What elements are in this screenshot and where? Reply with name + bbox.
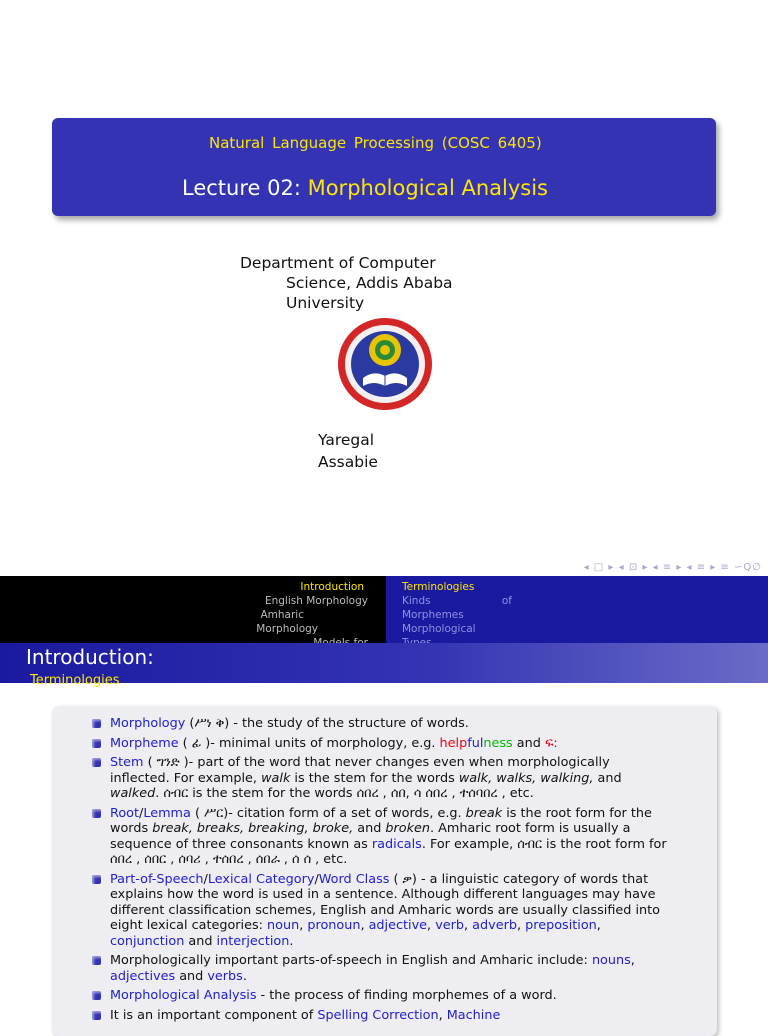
item-text: and xyxy=(593,770,622,786)
morpheme-ness: ness xyxy=(483,735,513,751)
item-text: and xyxy=(353,821,386,836)
morpheme-help: help xyxy=(439,735,468,751)
lecture-title xyxy=(182,173,582,203)
item-text: . ሰብር is the stem for the words ሰበረ , ሰበ, ሳ ሰበረ , ተሰባበረ , etc. xyxy=(155,786,534,801)
item-text: . Amharic root form is usually a sequence of three consonants known as xyxy=(110,821,631,852)
amharic-term: (ሥነ ቅ) xyxy=(189,716,230,731)
subsection-kinds-label: Kinds xyxy=(402,595,431,607)
university-seal-logo xyxy=(336,316,434,412)
example-words: walk, walks, walking, xyxy=(458,770,594,786)
category-verb[interactable]: verb xyxy=(435,918,465,933)
list-item: Part-of-Speech/Lexical Category/Word Class ( ቃ) - a linguistic category of words that explains how the word is used in a sentence. Although different languages may have different classification schemes, English and Amharic words are usually classified into eight lexical categories: noun, pronoun, adjective, verb, adverb, preposition, conjunction and interjection. xyxy=(92,872,672,950)
section-nav xyxy=(0,576,384,643)
list-item xyxy=(92,988,672,1004)
term-lemma[interactable]: Lemma xyxy=(143,805,191,821)
section-english-morphology[interactable]: English Morphology xyxy=(264,595,368,607)
pos-nouns[interactable]: nouns xyxy=(591,953,631,968)
term-spelling-correction[interactable]: Spelling Correction xyxy=(317,1007,439,1023)
item-text: - citation form of a set of words, e.g. xyxy=(228,805,466,821)
item-text: - part of the word that never changes even when morphologically inflected. For example, xyxy=(110,755,610,786)
bullet-icon xyxy=(92,1011,101,1020)
frame-title-bar xyxy=(0,643,768,688)
list-item xyxy=(92,716,672,732)
subsection-terminologies[interactable]: Terminologies xyxy=(402,581,475,593)
list-item xyxy=(92,755,672,802)
item-text: and xyxy=(512,735,545,751)
section-introduction[interactable]: Introduction xyxy=(300,581,364,593)
subsection-morphemes[interactable]: Morphemes xyxy=(402,609,464,621)
bullet-icon xyxy=(92,758,101,767)
author xyxy=(318,429,378,473)
item-text: - the study of the structure of words. xyxy=(229,716,469,731)
dept-line-2: Science, Addis Ababa xyxy=(286,274,453,292)
term-stem[interactable]: Stem xyxy=(110,755,144,770)
category-preposition[interactable]: preposition xyxy=(525,918,597,933)
category-interjection[interactable]: interjection xyxy=(216,933,290,949)
item-text: Morphologically important parts-of-speech in English and Amharic include: xyxy=(110,953,592,968)
list-item xyxy=(92,806,672,868)
example-words: break, breaks, breaking, broke, xyxy=(152,821,354,836)
example-word: walk xyxy=(261,770,291,786)
item-text: and xyxy=(175,968,208,984)
example-word: broken xyxy=(385,821,430,836)
term-part-of-speech[interactable]: Part-of-Speech xyxy=(110,871,204,887)
item-text: - a linguistic category of words that explains how the word is used in a sentence. Although different languages may have different classification schemes, English and Amharic words are usually classified into eight lexical categories: xyxy=(110,871,660,933)
amharic-term: ( ቃ) xyxy=(393,871,417,887)
bullet-icon xyxy=(92,991,101,1000)
frame-subtitle: Terminologies xyxy=(30,673,120,688)
subsection-kinds-of[interactable] xyxy=(402,594,512,608)
item-text: It is an important component of xyxy=(110,1007,318,1023)
amharic-term: ( ሥር) xyxy=(194,805,229,821)
amharic-term: ( ግንድ ) xyxy=(147,755,189,770)
item-text: is the stem for the words xyxy=(290,770,459,786)
list-item xyxy=(92,736,672,752)
item-text: is the root form for the words xyxy=(110,805,652,836)
item-text: / xyxy=(139,805,144,821)
category-conjunction[interactable]: conjunction xyxy=(110,933,185,949)
category-pronoun[interactable]: pronoun xyxy=(307,918,361,933)
course-title: Natural Language Processing (COSC 6405) xyxy=(209,134,542,152)
lecture-topic: Morphological Analysis xyxy=(307,176,548,200)
frame-title: Introduction: xyxy=(26,645,154,669)
bullet-icon xyxy=(92,719,101,728)
term-radicals[interactable]: radicals xyxy=(371,836,422,852)
section-morphology[interactable]: Morphology xyxy=(256,623,318,635)
author-line-1: Yaregal xyxy=(318,431,375,449)
term-machine[interactable]: Machine xyxy=(446,1007,501,1023)
pos-adjectives[interactable]: adjectives xyxy=(110,968,176,984)
subsection-of-label: of xyxy=(501,595,512,607)
bullet-icon xyxy=(92,956,101,965)
term-lexical-category[interactable]: Lexical Category xyxy=(207,871,315,887)
subsection-nav xyxy=(386,576,768,643)
bullet-icon xyxy=(92,739,101,748)
subsection-morphological[interactable]: Morphological xyxy=(402,623,476,635)
author-line-2: Assabie xyxy=(318,453,378,471)
content-list xyxy=(92,716,672,1027)
bullet-icon xyxy=(92,875,101,884)
list-item: Morphologically important parts-of-speech in English and Amharic include: nouns, adjectives and verbs. xyxy=(92,953,672,984)
category-noun[interactable]: noun xyxy=(267,918,300,933)
category-adjective[interactable]: adjective xyxy=(368,918,428,933)
category-adverb[interactable]: adverb xyxy=(472,918,517,933)
list-item: It is an important component of Spelling Correction, Machine xyxy=(92,1008,672,1024)
item-text: - the process of finding morphemes of a word. xyxy=(256,988,557,1003)
beamer-navigation-symbols[interactable]: ◂ □ ▸ ◂ ⊡ ▸ ◂ ≡ ▸ ◂ ≡ ▸ ≡ ∽Q∅ xyxy=(583,562,762,573)
item-text: - minimal units of morphology, e.g. xyxy=(210,735,440,751)
section-amharic[interactable]: Amharic xyxy=(260,609,304,621)
bullet-icon xyxy=(92,809,101,818)
example-word: walked xyxy=(110,786,156,801)
slide-header xyxy=(0,576,768,643)
amharic-morpheme: ፍ: xyxy=(544,735,558,751)
dept-line-3: University xyxy=(286,294,365,312)
term-morphology[interactable]: Morphology xyxy=(110,716,186,731)
example-word: break xyxy=(465,805,503,821)
amharic-term: ( ፊ ) xyxy=(182,735,211,751)
term-morphological-analysis[interactable]: Morphological Analysis xyxy=(110,988,257,1003)
department xyxy=(240,253,453,313)
term-word-class[interactable]: Word Class xyxy=(318,871,390,887)
morpheme-ful: ful xyxy=(467,735,484,751)
item-text: . For example, ሰብር is the root form for ሰበረ , ሰበር , ሰባሪ , ተሰበረ , ሰበራ , ሰ ሰ , etc. xyxy=(110,836,667,867)
dept-line-1: Department of Computer xyxy=(240,254,436,272)
term-morpheme[interactable]: Morpheme xyxy=(110,735,179,751)
term-root[interactable]: Root xyxy=(110,805,139,821)
lecture-prefix: Lecture 02: xyxy=(182,176,301,200)
pos-verbs[interactable]: verbs xyxy=(207,968,243,984)
